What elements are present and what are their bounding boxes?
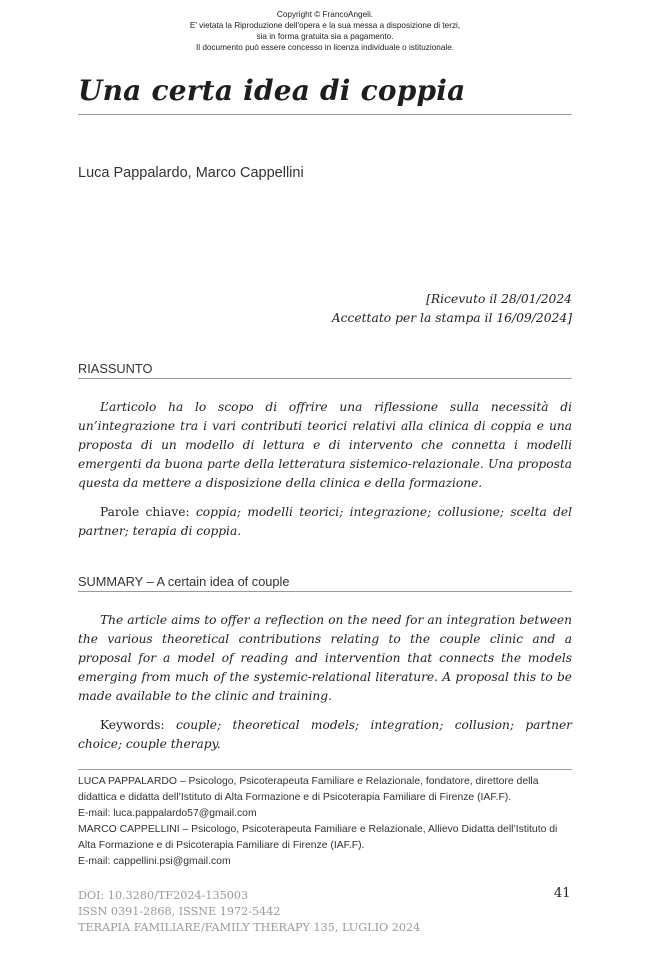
keywords-label: Parole chiave: — [100, 505, 190, 519]
footnote-author-2: MARCO CAPPELLINI – Psicologo, Psicoterapeuta Familiare e Relazionale, Allievo Didatta dell’Istituto di Alta Formazione e di Psicoterapia Familiare di Firenze (IAF.F). — [78, 824, 558, 851]
page-number: 41 — [554, 886, 571, 901]
footnote-email-2: E-mail: cappellini.psi@gmail.com — [78, 856, 231, 867]
received-date: [Ricevuto il 28/01/2024 — [426, 292, 572, 306]
summary-heading: SUMMARY – A certain idea of couple — [78, 574, 290, 589]
copyright-line: sia in forma gratuita sia a pagamento. — [256, 32, 394, 41]
keywords-list: couple; theoretical models; integration; collusion; partner choice; couple therapy. — [78, 718, 573, 751]
summary-abstract: The article aims to offer a reflection on the need for an integration between the various theoretical contributions relating to the couple clinic and a proposal for a model of reading and intervention that connects the models emerging from much of the systemic-relational literature. A proposal this to be made available to the clinic and training. — [78, 613, 572, 703]
footnote-divider — [78, 769, 572, 770]
article-authors: Luca Pappalardo, Marco Cappellini — [78, 165, 304, 181]
accepted-date: Accettato per la stampa il 16/09/2024] — [331, 311, 572, 325]
title-divider — [78, 114, 572, 115]
journal-footer — [78, 888, 420, 936]
riassunto-divider — [78, 378, 572, 379]
copyright-line: E' vietata la Riproduzione dell'opera e la sua messa a disposizione di terzi, — [189, 21, 461, 30]
footnote-author-1: LUCA PAPPALARDO – Psicologo, Psicoterapeuta Familiare e Relazionale, fondatore, direttore della didattica e didatta dell’Istituto di Alta Formazione e di Psicoterapia Familiare di Firenze (IAF.F). — [78, 776, 539, 803]
riassunto-heading: RIASSUNTO — [78, 361, 153, 376]
copyright-line: Il documento può essere concesso in licenza individuale o istituzionale. — [195, 43, 455, 52]
copyright-line: Copyright © FrancoAngeli. — [276, 10, 374, 19]
keywords-list: coppia; modelli teorici; integrazione; collusione; scelta del partner; terapia di coppia. — [78, 505, 573, 538]
riassunto-abstract: L’articolo ha lo scopo di offrire una riflessione sulla necessità di un’integrazione tra i vari contributi teorici relativi alla clinica di coppia e una proposta di un modello di lettura e di intervento che connetta i modelli emergenti da buona parte della letteratura sistemico-relazionale. Una proposta questa da mettere a disposizione della clinica e della formazione. — [78, 400, 572, 490]
keywords-label: Keywords: — [100, 718, 165, 732]
riassunto-keywords — [78, 503, 572, 541]
author-footnotes — [78, 774, 574, 870]
summary-keywords — [78, 716, 572, 754]
doi: DOI: 10.3280/TF2024-135003 — [78, 889, 249, 902]
journal-info: TERAPIA FAMILIARE/FAMILY THERAPY 135, LUGLIO 2024 — [78, 921, 421, 934]
issn: ISSN 0391-2868, ISSNE 1972-5442 — [78, 905, 281, 918]
received-dates — [332, 290, 572, 328]
copyright-notice — [0, 9, 650, 53]
article-title: Una certa idea di coppia — [78, 74, 466, 107]
summary-divider — [78, 591, 572, 592]
footnote-email-1: E-mail: luca.pappalardo57@gmail.com — [78, 808, 257, 819]
